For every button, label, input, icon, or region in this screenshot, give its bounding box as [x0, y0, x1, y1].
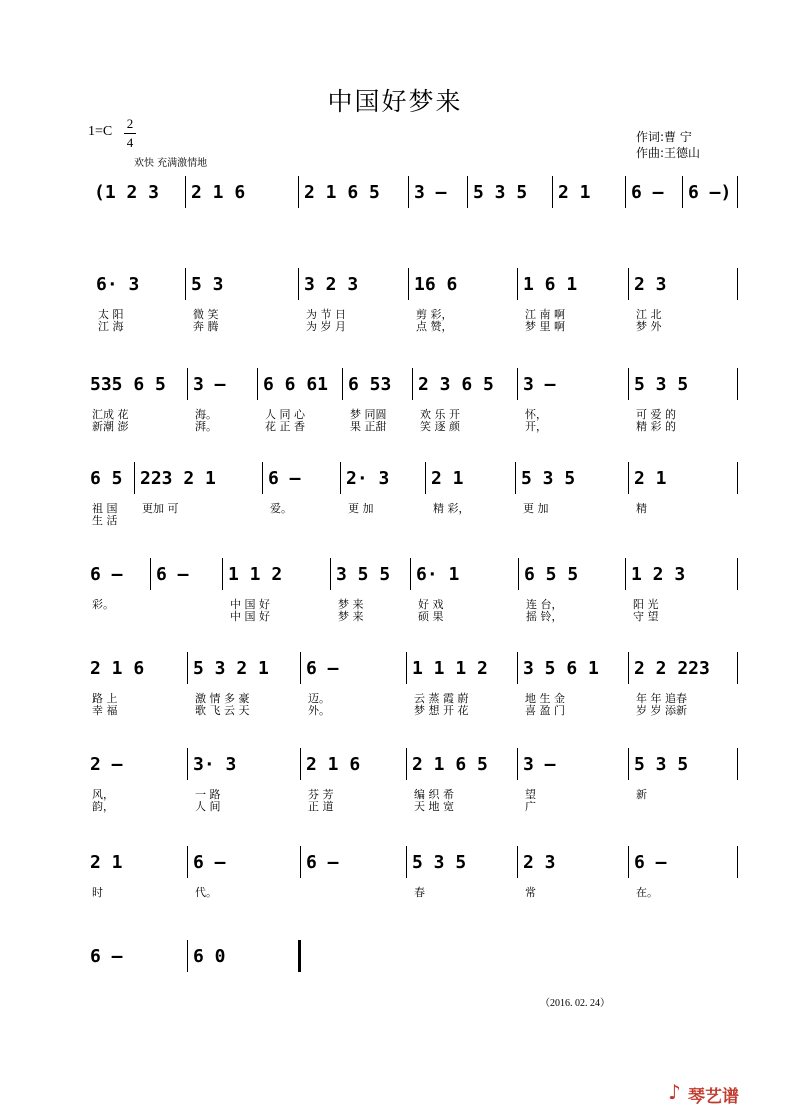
bar-line — [406, 846, 407, 878]
lyric-text: 阳 光 — [633, 598, 659, 611]
measure-notes: 3 – — [523, 754, 556, 775]
lyric-text: 望 — [525, 788, 536, 801]
bar-line — [628, 846, 629, 878]
lyric-text: 新潮 澎 — [92, 420, 129, 433]
measure-notes: 1 6 1 — [523, 274, 578, 295]
bar-line — [517, 268, 518, 300]
measure-notes: 2 1 6 — [90, 658, 145, 679]
lyric-text: 韵， — [92, 800, 114, 813]
bar-line — [298, 176, 299, 208]
bar-line — [517, 748, 518, 780]
bar-line — [517, 368, 518, 400]
date-stamp: （2016. 02. 24） — [540, 998, 610, 1009]
lyric-text: 风， — [92, 788, 114, 801]
lyric-text: 笑 逐 颜 — [420, 420, 460, 433]
lyric-text: 梦 里 啊 — [525, 320, 565, 333]
lyric-text: 在。 — [636, 886, 658, 899]
measure-notes: 3 5 5 — [336, 564, 391, 585]
bar-line — [737, 846, 738, 878]
lyric-text: 果 正甜 — [350, 420, 387, 433]
lyric-text: 更 加 — [523, 502, 549, 515]
measure-notes: 2 1 — [558, 182, 591, 203]
bar-line — [408, 268, 409, 300]
bar-line — [408, 176, 409, 208]
lyric-text: 正 道 — [308, 800, 334, 813]
measure-notes: 6 – — [268, 468, 301, 489]
lyric-text: 梦 来 — [338, 610, 364, 623]
bar-line — [187, 940, 188, 972]
lyric-text: 岁 岁 添新 — [636, 704, 687, 717]
bar-line — [737, 748, 738, 780]
lyric-text: 梦 来 — [338, 598, 364, 611]
measure-notes: 6 – — [156, 564, 189, 585]
lyric-text: 精 — [636, 502, 647, 515]
lyric-text: 汇成 花 — [92, 408, 129, 421]
bar-line — [330, 558, 331, 590]
bar-line — [406, 652, 407, 684]
measure-notes: 5 3 2 1 — [193, 658, 269, 679]
measure-notes: 6 – — [631, 182, 664, 203]
measure-notes: 6 5 5 — [524, 564, 579, 585]
measure-notes: 2 3 — [634, 274, 667, 295]
lyric-text: 更加 可 — [142, 502, 179, 515]
lyric-text: 生 活 — [92, 514, 118, 527]
lyric-text: 春 — [414, 886, 425, 899]
bar-line — [628, 368, 629, 400]
measure-notes: 3· 3 — [193, 754, 237, 775]
bar-line — [342, 368, 343, 400]
bar-line — [628, 462, 629, 494]
key-signature: 1=C — [88, 124, 113, 139]
measure-notes: 535 6 5 — [90, 374, 166, 395]
bar-line — [185, 268, 186, 300]
bar-line — [300, 652, 301, 684]
bar-line — [737, 268, 738, 300]
measure-notes: 3 2 3 — [304, 274, 359, 295]
lyric-text: 可 爱 的 — [636, 408, 676, 421]
lyric-text: 花 正 香 — [265, 420, 305, 433]
measure-notes: 16 6 — [414, 274, 458, 295]
bar-line — [628, 268, 629, 300]
measure-notes: 6· 3 — [96, 274, 140, 295]
measure-notes: 6 – — [90, 564, 123, 585]
measure-notes: 2 1 6 5 — [304, 182, 380, 203]
lyric-text: 硕 果 — [418, 610, 444, 623]
lyricist-credit: 作词:曹 宁 — [636, 130, 692, 144]
lyric-text: 江 北 — [636, 308, 662, 321]
lyric-text: 梦 想 开 花 — [414, 704, 469, 717]
bar-line — [682, 176, 683, 208]
measure-notes: 2 – — [90, 754, 123, 775]
meter-top: 2 — [126, 116, 134, 131]
lyric-text: 江 海 — [98, 320, 124, 333]
bar-line — [134, 462, 135, 494]
lyric-text: 喜 盈 门 — [525, 704, 565, 717]
tempo-marking: 欢快 充满激情地 — [134, 158, 208, 169]
measure-notes: 6 6 61 — [263, 374, 329, 395]
measure-notes: 5 3 5 — [412, 852, 467, 873]
lyric-text: 中 国 好 — [230, 598, 270, 611]
measure-notes: 6 – — [193, 852, 226, 873]
measure-notes: 5 3 5 — [521, 468, 576, 489]
lyric-text: 爱。 — [270, 502, 292, 515]
measure-notes: 2 2 223 — [634, 658, 710, 679]
measure-notes: 2 3 — [523, 852, 556, 873]
measure-notes: 5 3 — [191, 274, 224, 295]
measure-notes: 3 – — [414, 182, 447, 203]
lyric-text: 新 — [636, 788, 647, 801]
lyric-text: 广 — [525, 800, 536, 813]
bar-line — [222, 558, 223, 590]
lyric-text: 守 望 — [633, 610, 659, 623]
lyric-text: 幸 福 — [92, 704, 118, 717]
bar-line — [737, 462, 738, 494]
bar-line — [737, 368, 738, 400]
measure-notes: 5 3 5 — [473, 182, 528, 203]
final-bar-line — [298, 940, 301, 972]
lyric-text: 为 节 日 — [306, 308, 346, 321]
lyric-text: 梦 同圆 — [350, 408, 387, 421]
lyric-text: 中 国 好 — [230, 610, 270, 623]
measure-notes: 2 3 6 5 — [418, 374, 494, 395]
lyric-text: 欢 乐 开 — [420, 408, 460, 421]
bar-line — [737, 652, 738, 684]
bar-line — [340, 462, 341, 494]
lyric-text: 歌 飞 云 天 — [195, 704, 250, 717]
lyric-text: 精 彩， — [433, 502, 470, 515]
lyric-text: 人 间 — [195, 800, 221, 813]
bar-line — [467, 176, 468, 208]
lyric-text: 为 岁 月 — [306, 320, 346, 333]
bar-line — [262, 462, 263, 494]
lyric-text: 芬 芳 — [308, 788, 334, 801]
bar-line — [412, 368, 413, 400]
measure-notes: 5 3 5 — [634, 374, 689, 395]
lyric-text: 代。 — [195, 886, 217, 899]
lyric-text: 年 年 追春 — [636, 692, 687, 705]
measure-notes: 1 2 3 — [631, 564, 686, 585]
measure-notes: 6 53 — [348, 374, 392, 395]
bar-line — [515, 462, 516, 494]
lyric-text: 点 赞， — [416, 320, 453, 333]
lyric-text: 海。 — [195, 408, 217, 421]
bar-line — [518, 558, 519, 590]
measure-notes: 3 – — [523, 374, 556, 395]
lyric-text: 精 彩 的 — [636, 420, 676, 433]
lyric-text: 地 生 金 — [525, 692, 565, 705]
composer-credit: 作曲:王德山 — [636, 146, 701, 160]
bar-line — [517, 846, 518, 878]
lyric-text: 梦 外 — [636, 320, 662, 333]
lyric-text: 连 台， — [526, 598, 563, 611]
measure-notes: 6 –) — [688, 182, 732, 203]
time-signature — [124, 116, 136, 151]
measure-notes: 6· 1 — [416, 564, 460, 585]
lyric-text: 开， — [525, 420, 547, 433]
measure-notes: 2 1 6 — [191, 182, 246, 203]
lyric-text: 彩。 — [92, 598, 114, 611]
bar-line — [628, 652, 629, 684]
measure-notes: 223 2 1 — [140, 468, 216, 489]
measure-notes: 6 0 — [193, 946, 226, 967]
bar-line — [410, 558, 411, 590]
measure-notes: 2 1 — [634, 468, 667, 489]
bar-line — [552, 176, 553, 208]
measure-notes: 2 1 6 — [306, 754, 361, 775]
lyric-text: 一 路 — [195, 788, 221, 801]
lyric-text: 迈。 — [308, 692, 330, 705]
measure-notes: 1 1 1 2 — [412, 658, 488, 679]
lyric-text: 江 南 啊 — [525, 308, 565, 321]
lyric-text: 人 同 心 — [265, 408, 305, 421]
lyric-text: 摇 铃， — [526, 610, 563, 623]
bar-line — [628, 748, 629, 780]
bar-line — [298, 268, 299, 300]
bar-line — [300, 748, 301, 780]
lyric-text: 怀， — [525, 408, 547, 421]
bar-line — [737, 558, 738, 590]
measure-notes: 2· 3 — [346, 468, 390, 489]
measure-notes: 6 – — [306, 852, 339, 873]
measure-notes: 6 5 — [90, 468, 123, 489]
bar-line — [425, 462, 426, 494]
lyric-text: 微 笑 — [193, 308, 219, 321]
measure-notes: 6 – — [90, 946, 123, 967]
bar-line — [300, 846, 301, 878]
lyric-text: 激 情 多 豪 — [195, 692, 250, 705]
bar-line — [257, 368, 258, 400]
bar-line — [187, 652, 188, 684]
bar-line — [185, 176, 186, 208]
lyric-text: 云 蒸 霞 蔚 — [414, 692, 469, 705]
measure-notes: 2 1 — [431, 468, 464, 489]
bar-line — [737, 176, 738, 208]
measure-notes: 1 1 2 — [228, 564, 283, 585]
bar-line — [150, 558, 151, 590]
lyric-text: 更 加 — [348, 502, 374, 515]
bar-line — [517, 652, 518, 684]
bar-line — [187, 846, 188, 878]
lyric-text: 太 阳 — [98, 308, 124, 321]
song-title: 中国好梦来 — [327, 87, 463, 116]
measure-notes: 5 3 5 — [634, 754, 689, 775]
measure-notes: 2 1 — [90, 852, 123, 873]
measure-notes: 2 1 6 5 — [412, 754, 488, 775]
bar-line — [625, 176, 626, 208]
lyric-text: 时 — [92, 886, 103, 899]
meter-divider — [124, 133, 136, 134]
lyric-text: 奔 腾 — [193, 320, 219, 333]
lyric-text: 编 织 希 — [414, 788, 454, 801]
bar-line — [187, 368, 188, 400]
lyric-text: 天 地 宽 — [414, 800, 454, 813]
measure-notes: 3 – — [193, 374, 226, 395]
measure-notes: 6 – — [306, 658, 339, 679]
lyric-text: 剪 彩， — [416, 308, 453, 321]
lyric-text: 外。 — [308, 704, 330, 717]
lyric-text: 好 戏 — [418, 598, 444, 611]
lyric-text: 路 上 — [92, 692, 118, 705]
qinyipu-logo-icon: ♪ — [668, 1080, 681, 1104]
measure-notes: 6 – — [634, 852, 667, 873]
measure-notes: 3 5 6 1 — [523, 658, 599, 679]
lyric-text: 祖 国 — [92, 502, 118, 515]
bar-line — [625, 558, 626, 590]
bar-line — [406, 748, 407, 780]
site-logo: 琴艺谱 — [688, 1087, 739, 1107]
lyric-text: 湃。 — [195, 420, 217, 433]
meter-bottom: 4 — [126, 135, 134, 150]
lyric-text: 常 — [525, 886, 536, 899]
measure-notes: (1 2 3 — [94, 182, 160, 203]
bar-line — [187, 748, 188, 780]
